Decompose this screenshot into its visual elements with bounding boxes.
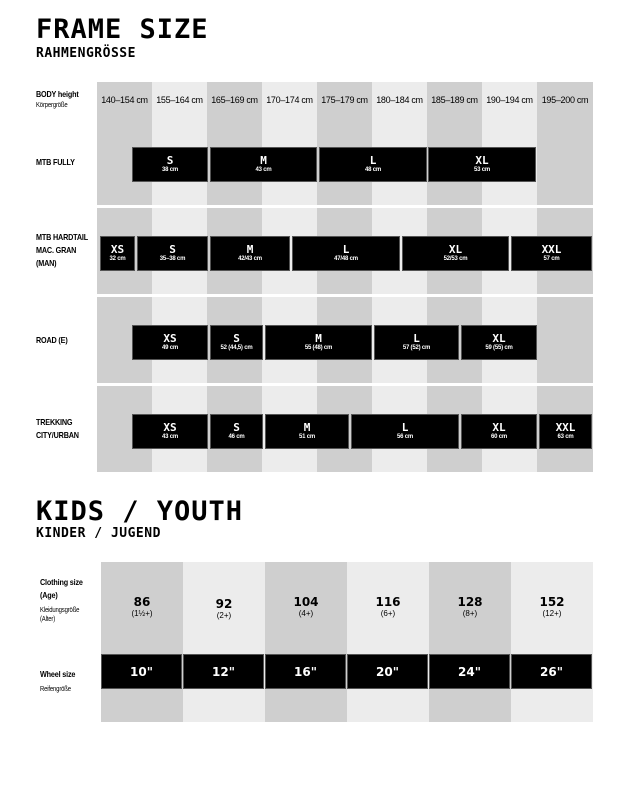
frame-cm: 59 (55) cm [485,345,513,351]
size-label: L [413,332,420,345]
height-range-header: 155–164 cm [156,95,203,105]
wheel-size-bar: 12" [183,654,264,689]
size-label: XL [448,243,463,256]
clothing-size: 92 [215,597,233,611]
kids-size-table [101,562,593,722]
label-line: (MAN) [36,258,57,268]
size-bar-trekking-xxl [539,414,592,449]
size-label: S [233,332,240,345]
size-label: S [169,243,176,256]
size-label: XXL [555,421,576,434]
wheel-size-bar: 24" [429,654,510,689]
frame-cm: 49 cm [161,345,178,351]
wheel-size-bar: 10" [101,654,182,689]
height-range-header: 180–184 cm [376,95,423,105]
frame-cm: 38 cm [161,167,178,173]
size-label: XL [492,332,506,345]
frame-cm: 32 cm [109,256,126,262]
size-bar-road-s [210,325,263,360]
clothing-size: 152 [539,595,565,609]
size-bar-hardtail-xs [100,236,135,271]
size-bar-road-m [265,325,372,360]
frame-cm: 63 cm [557,434,574,440]
age: (1½+) [131,609,153,618]
row-label-trekking [36,416,79,442]
size-bar-road-l [374,325,459,360]
frame-cm: 48 cm [364,167,381,173]
size-label: M [260,154,267,167]
clothing-size-cell [429,562,511,652]
size-bar-trekking-xl [461,414,537,449]
height-range-header: 175–179 cm [321,95,368,105]
label-line: TREKKING [36,417,73,427]
frame-cm: 57 (52) cm [402,345,431,351]
label-line: (Age) [40,590,58,600]
clothing-size-cell [265,562,347,652]
size-label: XL [492,421,506,434]
row-label-mtb-fully: MTB FULLY [36,157,75,167]
frame-cm: 46 cm [228,434,245,440]
frame-size-title: FRAME SIZE [36,14,209,45]
wheel-size-bar: 16" [265,654,346,689]
size-bar-road-xs [132,325,208,360]
clothing-size-label [40,576,83,624]
label-sub: Reifengröße [40,686,71,693]
label-line: Clothing size [40,577,83,587]
frame-cm: 35–38 cm [159,256,186,262]
size-label: M [246,243,254,256]
size-label: M [315,332,322,345]
size-label: S [233,421,240,434]
label-line: MAC. GRAN [36,245,77,255]
height-range-header: 170–174 cm [266,95,313,105]
row-divider [97,205,593,208]
height-range-header: 190–194 cm [486,95,533,105]
size-bar-hardtail-m [210,236,290,271]
clothing-size-cell [183,564,265,654]
size-bar-trekking-xs [132,414,208,449]
wheel-size-bar: 20" [347,654,428,689]
clothing-size-cell [101,562,183,652]
size-label: XL [475,154,489,167]
frame-cm: 53 cm [473,167,490,173]
size-label: XS [163,421,177,434]
size-bar-hardtail-s [137,236,208,271]
age: (2+) [216,611,232,620]
size-bar-hardtail-xxl [511,236,592,271]
wheel-size-bar: 26" [511,654,592,689]
age: (6+) [380,609,396,618]
size-bar-road-xl [461,325,537,360]
label-line: CITY/URBAN [36,430,79,440]
body-height-subtext: Körpergröße [36,102,68,109]
row-label-mtb-hardtail [36,231,88,270]
size-label: L [401,421,409,434]
size-bar-trekking-l [351,414,459,449]
frame-cm: 60 cm [490,434,507,440]
clothing-size: 86 [133,595,151,609]
frame-cm: 43 cm [161,434,178,440]
clothing-size: 128 [457,595,483,609]
size-bar-trekking-s [210,414,263,449]
frame-cm: 51 cm [298,434,315,440]
size-bar-mtb-fully-s [132,147,208,182]
size-label: XXL [541,243,562,256]
row-divider [97,383,593,386]
wheel-size-label [40,668,75,694]
height-range-header: 165–169 cm [211,95,258,105]
row-divider [97,294,593,297]
frame-cm: 52 (44,5) cm [220,345,253,351]
size-label: L [369,154,377,167]
frame-cm: 52/53 cm [443,256,468,262]
height-range-header: 195–200 cm [541,95,589,105]
clothing-size: 104 [293,595,319,609]
label-line: MTB HARDTAIL [36,232,89,242]
clothing-size: 116 [375,595,401,609]
size-bar-mtb-fully-xl [428,147,536,182]
frame-cm: 43 cm [255,167,272,173]
frame-cm: 47/48 cm [334,256,358,262]
age: (4+) [298,609,314,618]
clothing-size-cell [347,562,429,652]
kids-youth-subtitle: KINDER / JUGEND [36,526,161,541]
size-label: XS [163,332,177,345]
row-label-road: ROAD (E) [36,335,68,345]
label-sub: Kleidungsgröße [40,607,80,614]
size-bar-mtb-fully-l [319,147,427,182]
label-sub: (Alter) [40,616,56,623]
size-bar-trekking-m [265,414,349,449]
height-range-header: 140–154 cm [101,95,148,105]
kids-youth-title: KIDS / YOUTH [36,496,244,527]
frame-cm: 42/43 cm [238,256,262,262]
clothing-size-cell [511,562,593,652]
size-bar-hardtail-l [292,236,400,271]
size-bar-hardtail-xl [402,236,509,271]
frame-cm: 57 cm [543,256,560,262]
size-label: L [342,243,350,256]
label-line: Wheel size [40,669,76,679]
size-label: XS [110,243,125,256]
size-label: S [166,154,174,167]
frame-size-subtitle: RAHMENGRÖSSE [36,46,136,61]
body-height-label [36,88,79,110]
age: (8+) [462,609,478,618]
size-bar-mtb-fully-m [210,147,317,182]
frame-cm: 56 cm [396,434,413,440]
body-height-text: BODY height [36,89,79,99]
size-label: M [303,421,311,434]
height-range-header: 185–189 cm [431,95,478,105]
age: (12+) [542,609,562,618]
frame-cm: 55 (48) cm [304,345,333,351]
